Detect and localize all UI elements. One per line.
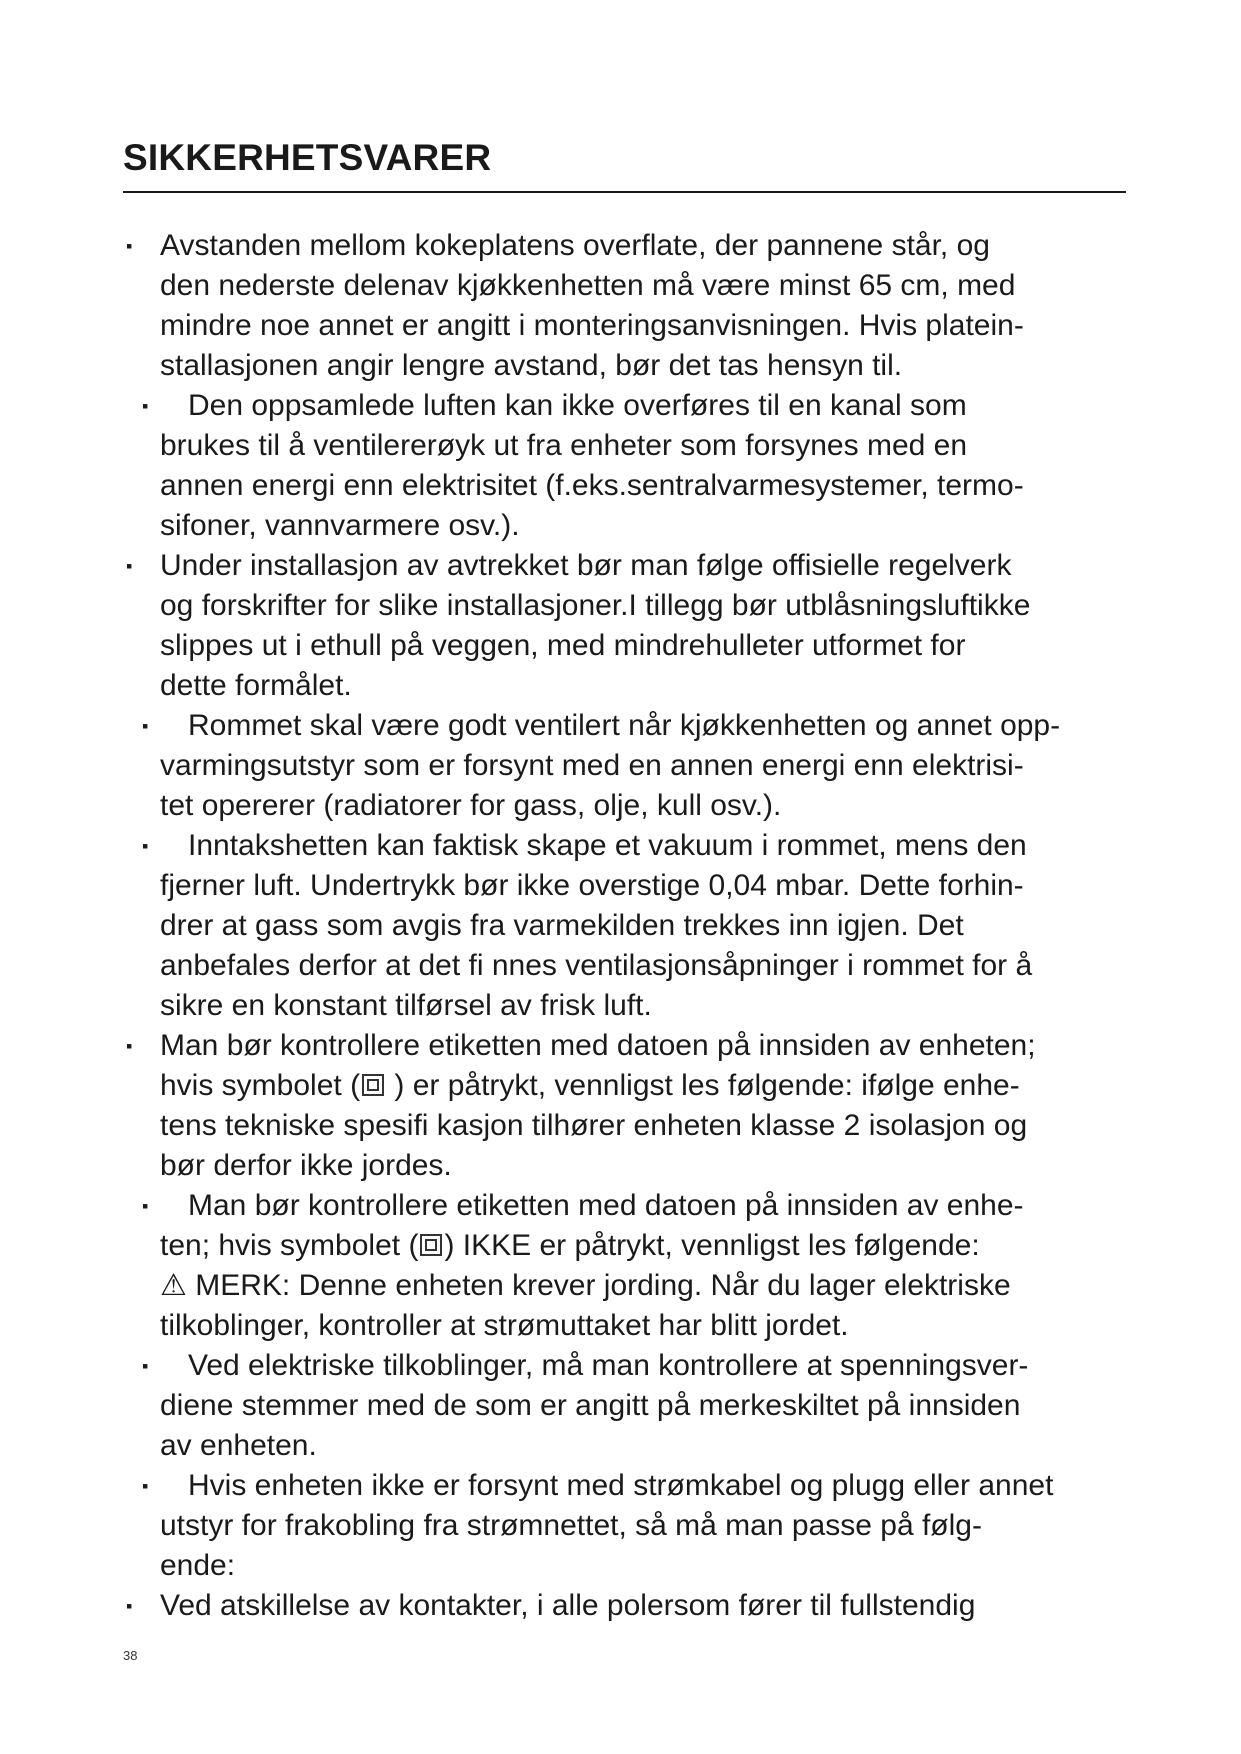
text-line: Under installasjon av avtrekket bør man følge offisielle regelverk <box>160 549 1012 582</box>
text-line: Avstanden mellom kokeplatens overflate, der pannene står, og <box>160 229 990 262</box>
text-line: fjerner luft. Undertrykk bør ikke overstige 0,04 mbar. Dette forhin- <box>160 869 1024 902</box>
text-line: anbefales derfor at det fi nnes ventilasjonsåpninger i rommet for å <box>160 949 1033 982</box>
list-item <box>120 1346 1160 1466</box>
text-line: tens tekniske spesifi kasjon tilhører enheten klasse 2 isolasjon og <box>160 1109 1028 1142</box>
text-line: og forskrifter for slike installasjoner.I tillegg bør utblåsningsluftikke <box>160 589 1031 622</box>
list-item <box>120 826 1160 1026</box>
text-line: av enheten. <box>160 1429 317 1462</box>
text-line: Den oppsamlede luften kan ikke overføres til en kanal som <box>188 389 967 422</box>
text-line: tilkoblinger, kontroller at strømuttaket har blitt jordet. <box>160 1309 849 1342</box>
text-line: Ved elektriske tilkoblinger, må man kontrollere at spenningsver- <box>188 1349 1029 1382</box>
list-item <box>120 226 1160 386</box>
text-line: mindre noe annet er angitt i monteringsanvisningen. Hvis platein- <box>160 309 1024 342</box>
list-item <box>120 1466 1160 1586</box>
text-line: ende: <box>160 1549 236 1582</box>
text-line: Hvis enheten ikke er forsynt med strømkabel og plugg eller annet <box>188 1469 1054 1502</box>
list-item <box>120 1026 1160 1186</box>
safety-list <box>120 226 1160 1626</box>
text-line: bør derfor ikke jordes. <box>160 1149 452 1182</box>
bullet-icon: ▪ <box>142 1356 149 1376</box>
bullet-icon: ▪ <box>142 396 149 416</box>
page-title: SIKKERHETSVARER <box>123 137 492 178</box>
text-line: Ved atskillelse av kontakter, i alle polersom fører til fullstendig <box>160 1589 976 1622</box>
list-item <box>120 1586 1160 1626</box>
title-divider <box>123 191 1126 193</box>
text-line: den nederste delenav kjøkkenhetten må være minst 65 cm, med <box>160 269 1016 302</box>
page-number: 38 <box>123 1648 138 1663</box>
text-line: diene stemmer med de som er angitt på merkeskiltet på innsiden <box>160 1389 1021 1422</box>
text-line: varmingsutstyr som er forsynt med en annen energi enn elektrisi- <box>160 749 1024 782</box>
class-2-insulation-icon <box>362 1074 384 1096</box>
text-line: slippes ut i ethull på veggen, med mindrehulleter utformet for <box>160 629 966 662</box>
bullet-icon: ▪ <box>126 236 133 256</box>
class-2-insulation-icon <box>420 1234 442 1256</box>
list-item <box>120 1186 1160 1346</box>
bullet-icon: ▪ <box>126 1036 133 1056</box>
list-item <box>120 546 1160 706</box>
text-line: utstyr for frakobling fra strømnettet, så må man passe på følg- <box>160 1509 982 1542</box>
text-line: sikre en konstant tilførsel av frisk luft. <box>160 989 652 1022</box>
text-line: brukes til å ventilererøyk ut fra enheter som forsynes med en <box>160 429 968 462</box>
bullet-icon: ▪ <box>142 716 149 736</box>
text-line: sifoner, vannvarmere osv.). <box>160 509 520 542</box>
bullet-icon: ▪ <box>126 556 133 576</box>
text-line: Man bør kontrollere etiketten med datoen på innsiden av enhe- <box>188 1189 1024 1222</box>
list-item <box>120 706 1160 826</box>
text-line: Man bør kontrollere etiketten med datoen på innsiden av enheten; <box>160 1029 1036 1062</box>
bullet-icon: ▪ <box>142 836 149 856</box>
text-line: ten; hvis symbolet ( ) IKKE er påtrykt, vennligst les følgende: <box>160 1229 980 1262</box>
bullet-icon: ▪ <box>126 1596 133 1616</box>
bullet-icon: ▪ <box>142 1196 149 1216</box>
text-line: stallasjonen angir lengre avstand, bør det tas hensyn til. <box>160 349 903 382</box>
text-line: ⚠ MERK: Denne enheten krever jording. Når du lager elektriske <box>160 1269 1011 1302</box>
list-item <box>120 386 1160 546</box>
text-line: Rommet skal være godt ventilert når kjøkkenhetten og annet opp- <box>188 709 1061 742</box>
text-line: drer at gass som avgis fra varmekilden trekkes inn igjen. Det <box>160 909 964 942</box>
text-line: dette formålet. <box>160 669 352 702</box>
text-line: annen energi enn elektrisitet (f.eks.sentralvarmesystemer, termo- <box>160 469 1024 502</box>
text-line: tet opererer (radiatorer for gass, olje, kull osv.). <box>160 789 782 822</box>
text-line: hvis symbolet ( ) er påtrykt, vennligst les følgende: ifølge enhe- <box>160 1069 1020 1102</box>
bullet-icon: ▪ <box>142 1476 149 1496</box>
text-line: Inntakshetten kan faktisk skape et vakuum i rommet, mens den <box>188 829 1027 862</box>
warning-icon: ⚠ <box>160 1269 187 1302</box>
